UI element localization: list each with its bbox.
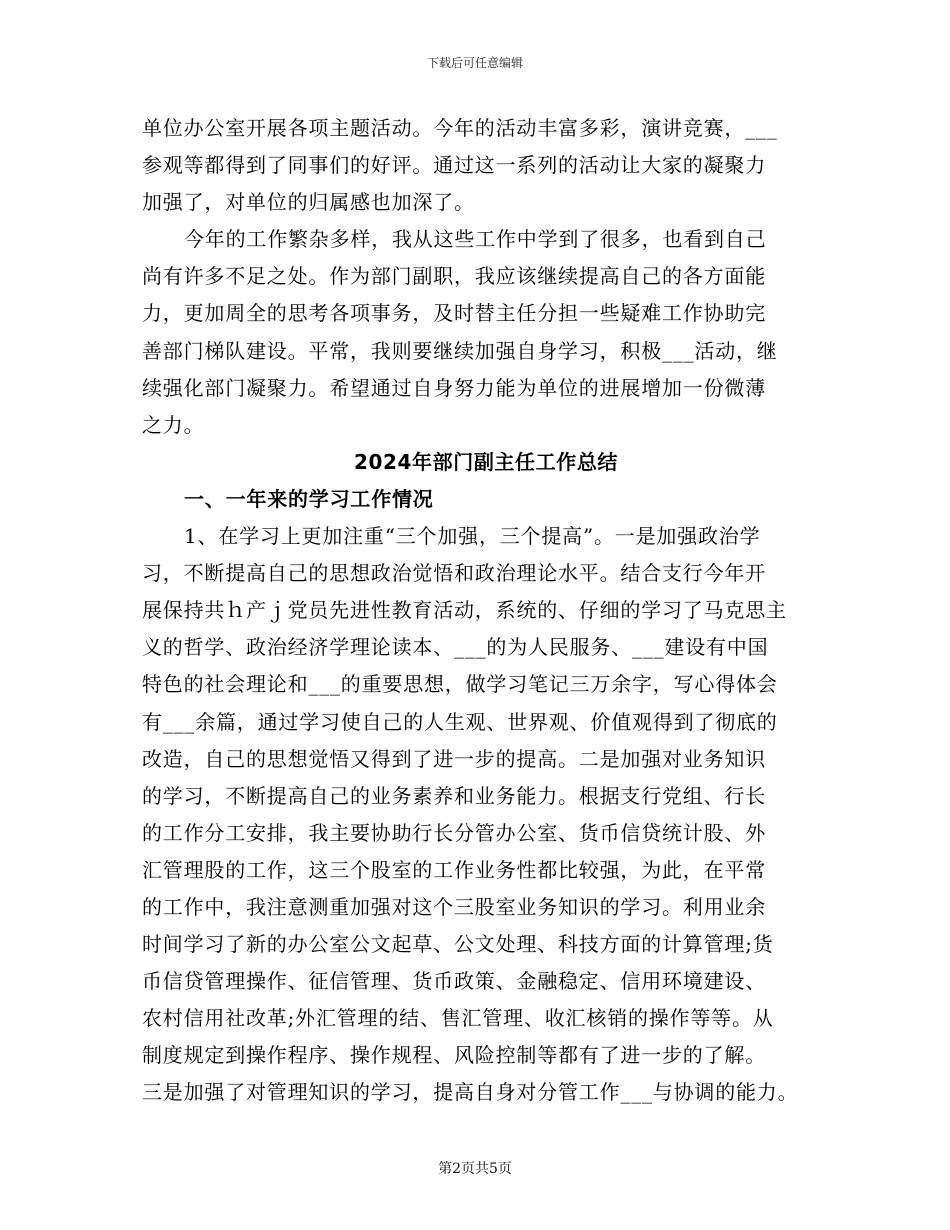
text-line: 单位办公室开展各项主题活动。今年的活动丰富多彩，演讲竞赛，___: [142, 116, 778, 140]
text-line: 参观等都得到了同事们的好评。通过这一系列的活动让大家的凝聚力: [142, 153, 766, 178]
document-title: 2024年部门副主任工作总结: [353, 449, 619, 474]
text-line: 1、在学习上更加注重“三个加强，三个提高”。一是加强政治学: [184, 524, 761, 549]
document-body: [142, 110, 822, 1112]
text-line: 的工作中，我注意测重加强对这个三股室业务知识的学习。利用业余: [142, 894, 766, 919]
text-line: 币信贷管理操作、征信管理、货币政策、金融稳定、信用环境建设、: [142, 969, 766, 994]
text-line: 展保持共ｈ产ｊ党员先进性教育活动，系统的、仔细的学习了马克思主: [142, 598, 787, 623]
section-heading: 一、一年来的学习工作情况: [184, 486, 434, 511]
text-line: 特色的社会理论和___的重要思想，做学习笔记三万余字，写心得体会: [142, 672, 778, 697]
text-line: 汇管理股的工作，这三个股室的工作业务性都比较强，为此，在平常: [142, 857, 766, 882]
text-line: 改造，自己的思想觉悟又得到了进一步的提高。二是加强对业务知识: [142, 746, 766, 771]
text-line: 习，不断提高自己的思想政治觉悟和政治理论水平。结合支行今年开: [142, 561, 766, 586]
text-line: 有___余篇，通过学习使自己的人生观、世界观、价值观得到了彻底的: [142, 709, 778, 734]
text-line: 之力。: [142, 412, 205, 437]
text-line: 加强了，对单位的归属感也加深了。: [142, 190, 475, 215]
text-line: 今年的工作繁杂多样，我从这些工作中学到了很多，也看到自己: [184, 227, 767, 252]
text-line: 善部门梯队建设。平常，我则要继续加强自身学习，积极___活动，继: [142, 338, 778, 363]
text-line: 力，更加周全的思考各项事务，及时替主任分担一些疑难工作协助完: [142, 301, 766, 326]
text-line: 的学习，不断提高自己的业务素养和业务能力。根据支行党组、行长: [142, 783, 766, 808]
text-line: 制度规定到操作程序、操作规程、风险控制等都有了进一步的了解。: [142, 1043, 766, 1068]
header-note: 下载后可任意编辑: [426, 56, 523, 70]
page-number: 第2页共5页: [438, 1161, 512, 1177]
text-line: 三是加强了对管理知识的学习，提高自身对分管工作___与协调的能力。: [142, 1080, 799, 1105]
text-line: 时间学习了新的办公室公文起草、公文处理、科技方面的计算管理;货: [142, 932, 774, 957]
text-line: 续强化部门凝聚力。希望通过自身努力能为单位的进展增加一份微薄: [142, 375, 766, 400]
text-line: 农村信用社改革;外汇管理的结、售汇管理、收汇核销的操作等等。从: [142, 1006, 774, 1031]
text-line: 的工作分工安排，我主要协助行长分管办公室、货币信贷统计股、外: [142, 820, 766, 845]
text-line: 尚有许多不足之处。作为部门副职，我应该继续提高自己的各方面能: [142, 264, 766, 289]
text-line: 义的哲学、政治经济学理论读本、___的为人民服务、___建设有中国: [142, 635, 769, 660]
